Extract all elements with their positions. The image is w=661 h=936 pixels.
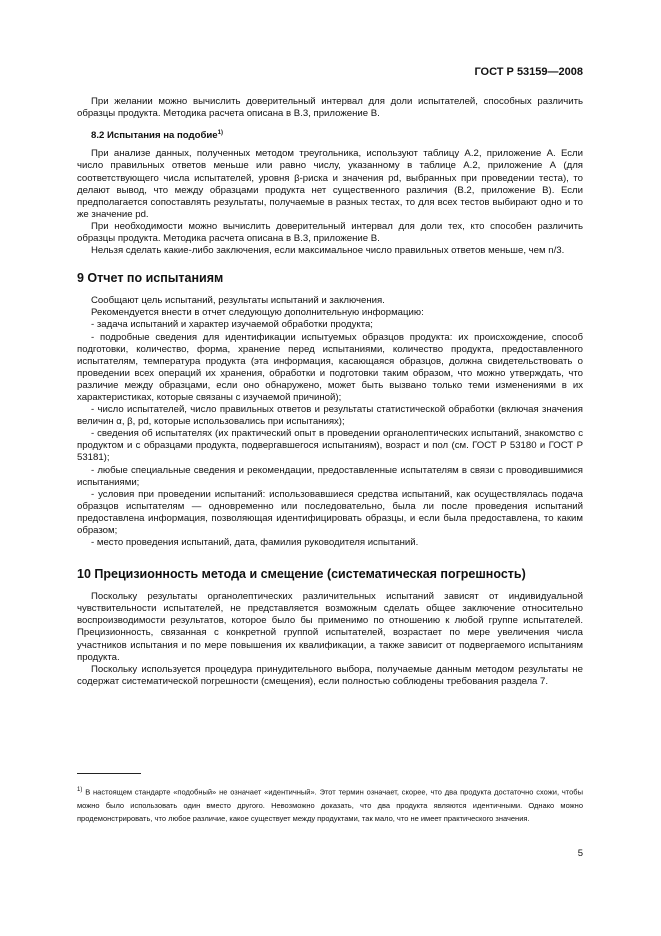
list-item: - условия при проведении испытаний: использовавшиеся средства испытаний, как осуществлялась подача образцов испытателям — одновременно или последовательно, была ли после проведения испытаний предоставлена информация, позволяющая идентифицировать образцы, и если была предоставлена, то каким образом; [77,488,583,536]
footnote-divider [77,773,141,774]
list-item: - подробные сведения для идентификации испытуемых образцов продукта: их происхождение, способ подготовки, количество, форма, хранение перед испытаниями, количество продукта, предоставленного испытателям, температура продукта (эта информация, касающаяся образцов, должна свидетельствовать о проведении всех операций их хранения, обработки и подготовки таким образом, что можно утверждать, что различие между образцами, если оно обнаружено, может быть вызвано только теми изменениями в их характеристиках, которые связаны с изучаемой причиной); [77,331,583,403]
paragraph: При желании можно вычислить доверительный интервал для доли испытателей, способных различить образцы продукта. Методика расчета описана в В.3, приложение В. [77,96,583,120]
footnote [77,784,583,825]
paragraph: При необходимости можно вычислить доверительный интервал для доли тех, кто способен различить образцы продукта. Методика расчета описана в В.3, приложение В. [77,220,583,245]
list-item: - число испытателей, число правильных ответов и результаты статистической обработки (включая значения величин α, β, pd, которые использовались при испытаниях); [77,404,583,428]
section-9-heading: 9 Отчет по испытаниям [77,271,224,286]
list-item: - любые специальные сведения и рекомендации, предоставленные испытателям в связи с проводившимися испытаниями; [77,464,583,488]
list-item: - сведения об испытателях (их практический опыт в проведении органолептических испытаний, знакомство с продуктом и с образцами продукта, подвергавшегося испытаниям), возраст и пол (см. ГОСТ Р 53180 и ГОСТ Р 53181); [77,428,583,464]
section-10-heading: 10 Прецизионность метода и смещение (систематическая погрешность) [77,567,526,582]
page-number: 5 [577,848,583,859]
paragraph: Поскольку используется процедура принудительного выбора, получаемые данным методом результаты не содержат систематической погрешности (смещения), если полностью соблюдены требования раздела 7. [77,663,583,687]
footnote-text: В настоящем стандарте «подобный» не означает «идентичный». Этот термин означает, скорее, что два продукта достаточно схожи, чтобы можно было использовать один вместо другого. Невозможно доказать, что два продукта являются идентичными. Однако можно продемонстрировать, что любое различие, какое существует между продуктами, так мало, что не имеет практического значения. [77,787,583,823]
paragraph: Нельзя сделать какие-либо заключения, если максимальное число правильных ответов меньше, чем n/3. [91,245,565,257]
footnote-ref: 1) [217,130,223,137]
document-id-header: ГОСТ Р 53159—2008 [474,66,583,78]
section-title: 8.2 Испытания на подобие [91,130,218,142]
paragraph: Сообщают цель испытаний, результаты испытаний и заключения. [91,295,385,307]
list-item: - задача испытаний и характер изучаемой обработки продукта; [91,319,373,331]
paragraph: Поскольку результаты органолептических различительных испытаний зависят от индивидуальной чувствительности испытателей, не представляется возможным сделать общее заключение относительно воспроизводимости результатов, которое было бы применимо по отношению к любой группе испытателей. Прецизионность, связанная с конкретной группой испытателей, возрастает по мере увеличения числа участников испытания и по мере повышения их квалификации, а также зависит от подвергаемого испытаниям продукта. [77,591,583,663]
list-item: - место проведения испытаний, дата, фамилия руководителя испытаний. [91,537,419,549]
paragraph: Рекомендуется внести в отчет следующую дополнительную информацию: [91,307,424,319]
footnote-mark: 1) [77,787,83,793]
section-8-2-heading [91,130,583,141]
report-items-list [77,319,583,549]
paragraph: При анализе данных, полученных методом треугольника, используют таблицу А.2, приложение А. Если число правильных ответов меньше или равно числу, указанному в таблице А.2, приложение А (для соответствующего числа испытателей, уровня β-риска и значения pd, выбранных при проведении теста), то делают вывод, что между образцами продукта нет существенного различия (В.2, приложение В). Если предполагается сопоставлять результаты, получаемые в разных тестах, то для всех тестов выбирают одно и то же значение pd. [77,148,583,220]
page-content [77,96,583,688]
